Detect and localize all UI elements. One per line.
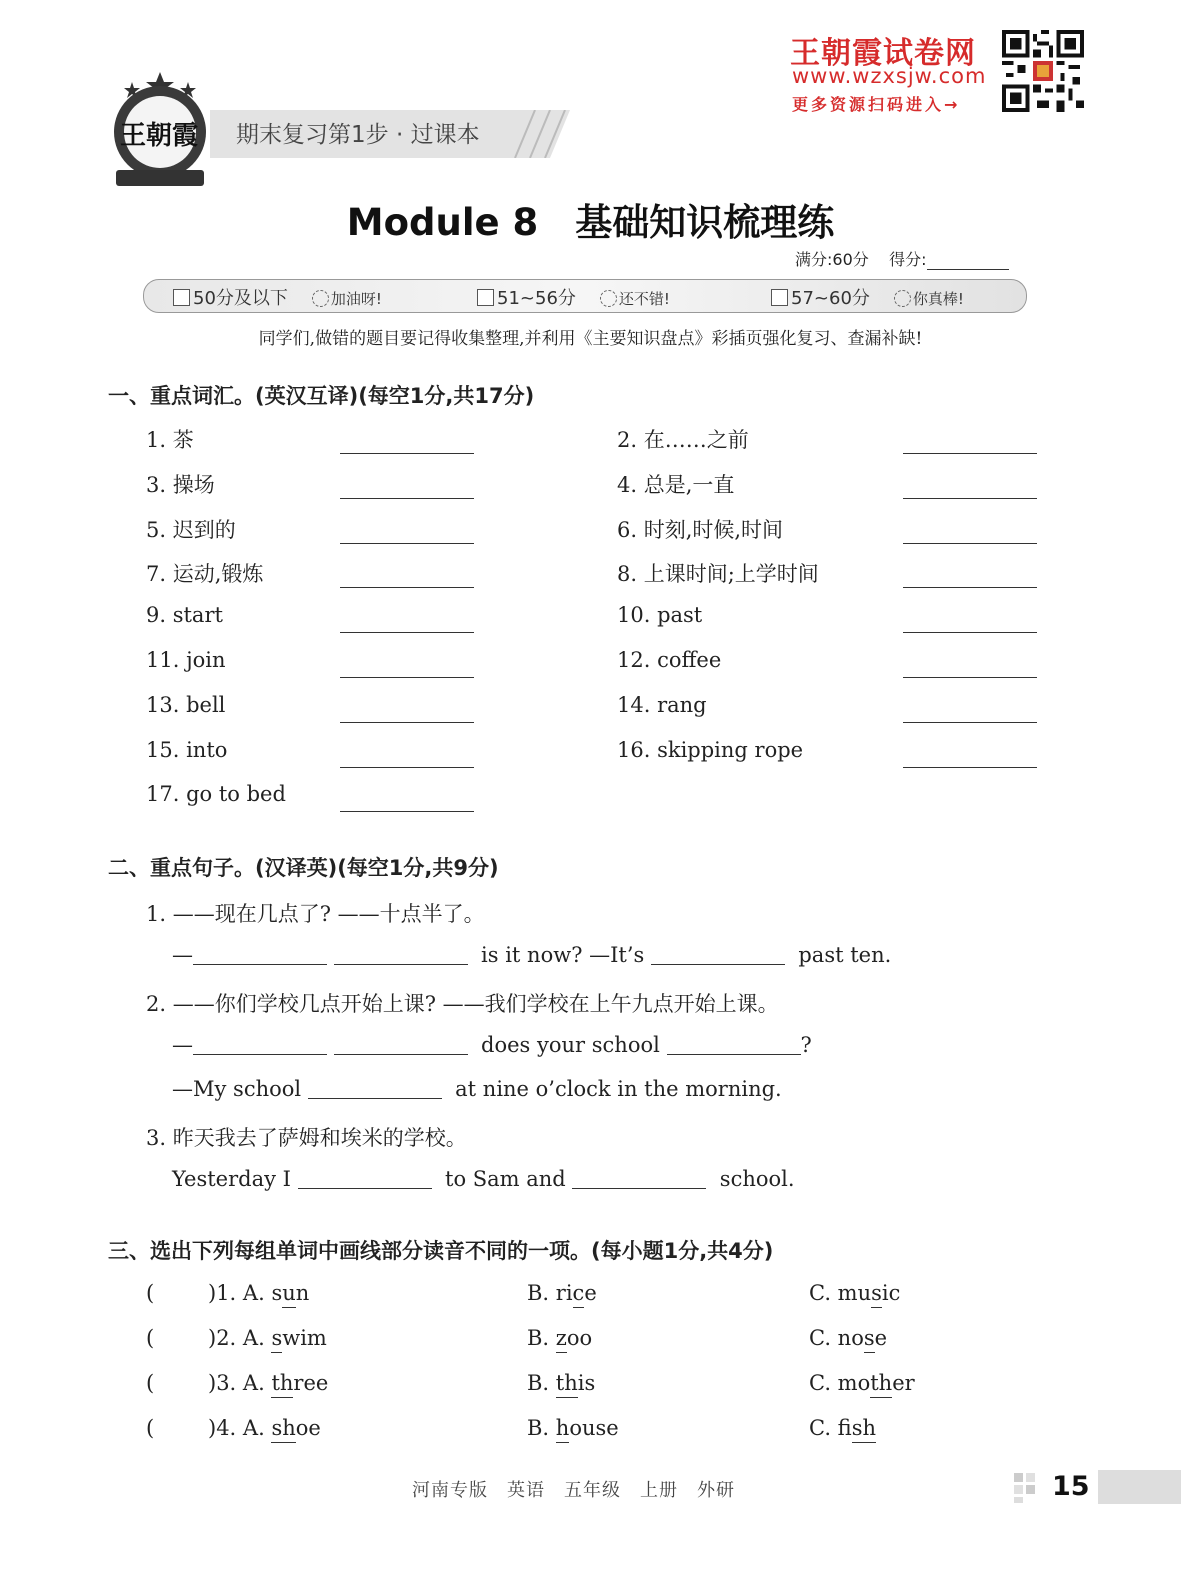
word-part: e [874, 1326, 888, 1350]
word-part: e [584, 1281, 597, 1305]
vocab-item: 12. coffee [617, 648, 722, 672]
answer-blank[interactable] [340, 453, 474, 454]
q2-chinese: 2. ——你们学校几点开始上课? ——我们学校在上午九点开始上课。 [146, 992, 779, 1016]
score-blank[interactable] [927, 251, 1009, 270]
underlined-part: s [271, 1326, 283, 1350]
vocab-item: 10. past [617, 603, 703, 627]
section2-heading: 二、重点句子。(汉译英)(每空1分,共9分) [108, 856, 499, 880]
sentence-text: school. [719, 1167, 795, 1191]
word-part: B. [527, 1371, 556, 1395]
answer-paren-open[interactable]: ( [146, 1326, 155, 1350]
footer-edition: 河南专版 英语 五年级 上册 外研 [412, 1480, 735, 1501]
vocab-item: 11. join [146, 648, 226, 672]
sentence-text: does your school [481, 1033, 660, 1057]
answer-blank[interactable] [340, 677, 474, 678]
vocab-item: 7. 运动,锻炼 [146, 562, 264, 586]
vocab-item: 5. 迟到的 [146, 518, 236, 542]
vocab-item: 2. 在……之前 [617, 428, 749, 452]
word-part: wim [282, 1326, 327, 1350]
option-b [527, 1371, 595, 1395]
vocab-item: 15. into [146, 738, 228, 762]
answer-blank[interactable] [667, 1034, 801, 1055]
sentence-text: —My school [172, 1077, 302, 1101]
word-part: ouse [569, 1416, 619, 1440]
vocab-item: 17. go to bed [146, 782, 286, 806]
section3-heading: 三、选出下列每组单词中画线部分读音不同的一项。(每小题1分,共4分) [108, 1239, 774, 1263]
brand-url[interactable]: www.wzxsjw.com [792, 64, 987, 88]
word-part: C. mo [809, 1371, 871, 1395]
word-part: C. no [809, 1326, 864, 1350]
rating-range: 51~56分 [497, 288, 576, 309]
rating-item [173, 284, 382, 310]
word-part: er [892, 1371, 915, 1395]
answer-blank[interactable] [193, 944, 327, 965]
page-number: 15 [1052, 1471, 1090, 1502]
page-decoration [1014, 1473, 1048, 1503]
answer-blank[interactable] [572, 1168, 706, 1189]
word-part: ic [881, 1281, 901, 1305]
vocab-item: 6. 时刻,时候,时间 [617, 518, 784, 542]
answer-blank[interactable] [340, 543, 474, 544]
option-a [208, 1281, 309, 1305]
word-part: is [577, 1371, 596, 1395]
answer-blank[interactable] [340, 632, 474, 633]
rating-range: 50分及以下 [193, 288, 288, 309]
word-part: B. [527, 1326, 556, 1350]
brand-name: 王朝霞试卷网 [790, 36, 976, 71]
answer-blank[interactable] [903, 767, 1037, 768]
vocab-item: 14. rang [617, 693, 707, 717]
score-line [795, 247, 1009, 270]
word-part: oe [295, 1416, 321, 1440]
answer-blank[interactable] [340, 587, 474, 588]
full-score-label: 满分:60分 [795, 250, 869, 269]
underlined-part: sh [271, 1416, 296, 1440]
rating-checkbox[interactable] [173, 289, 190, 306]
answer-paren-open[interactable]: ( [146, 1416, 155, 1440]
option-a [208, 1326, 327, 1350]
sentence-text: is it now? —It’s [481, 943, 645, 967]
rating-checkbox[interactable] [477, 289, 494, 306]
page-title: Module 8 基础知识梳理练 [346, 201, 835, 244]
smile-icon [894, 290, 911, 307]
underlined-part: s [863, 1326, 875, 1350]
answer-blank[interactable] [298, 1168, 432, 1189]
underlined-part: th [555, 1371, 578, 1395]
sentence-text: past ten. [798, 943, 892, 967]
section1-heading: 一、重点词汇。(英汉互译)(每空1分,共17分) [108, 384, 535, 408]
option-a [208, 1371, 328, 1395]
answer-blank[interactable] [903, 498, 1037, 499]
option-c [809, 1326, 887, 1350]
q2-english-question [172, 1033, 812, 1057]
underlined-part: th [870, 1371, 893, 1395]
question-number: )1. A. [208, 1281, 265, 1305]
qr-code-icon[interactable] [1002, 30, 1084, 112]
q2-english-answer [172, 1077, 782, 1101]
q1-chinese: 1. ——现在几点了? ——十点半了。 [146, 902, 485, 926]
answer-blank[interactable] [903, 677, 1037, 678]
option-b [527, 1326, 592, 1350]
word-part: ree [293, 1371, 329, 1395]
notice-text: 同学们,做错的题目要记得收集整理,并利用《主要知识盘点》彩插页强化复习、查漏补缺! [258, 329, 923, 349]
rating-item [477, 284, 670, 310]
page-number-bar [1098, 1470, 1181, 1504]
dash: — [172, 1033, 193, 1057]
underlined-part: u [282, 1281, 296, 1305]
option-c [809, 1371, 915, 1395]
answer-blank[interactable] [340, 722, 474, 723]
word-part: oo [566, 1326, 593, 1350]
word-part: s [271, 1281, 283, 1305]
answer-blank[interactable] [903, 632, 1037, 633]
sentence-text: Yesterday I [172, 1167, 291, 1191]
option-c [809, 1281, 900, 1305]
smile-icon [600, 290, 617, 307]
sentence-text: to Sam and [445, 1167, 566, 1191]
underlined-part: c [572, 1281, 585, 1305]
dash: — [172, 943, 193, 967]
answer-blank[interactable] [903, 587, 1037, 588]
answer-blank[interactable] [340, 498, 474, 499]
q3-english [172, 1167, 795, 1191]
answer-paren-open[interactable]: ( [146, 1281, 155, 1305]
word-part: C. mu [809, 1281, 872, 1305]
question-number: )3. A. [208, 1371, 265, 1395]
word-part: n [295, 1281, 310, 1305]
answer-blank[interactable] [340, 767, 474, 768]
smile-icon [312, 290, 329, 307]
answer-blank[interactable] [903, 453, 1037, 454]
sentence-text: at nine o’clock in the morning. [455, 1077, 782, 1101]
option-b [527, 1281, 597, 1305]
rating-praise: 你真棒! [912, 290, 964, 308]
underlined-part: sh [851, 1416, 876, 1440]
rating-praise: 还不错! [618, 290, 670, 308]
word-part: B. ri [527, 1281, 573, 1305]
option-a [208, 1416, 321, 1440]
vocab-item: 8. 上课时间;上学时间 [617, 562, 819, 586]
underlined-part: h [555, 1416, 570, 1440]
q1-english [172, 943, 891, 967]
answer-blank[interactable] [308, 1078, 442, 1099]
question-number: )4. A. [208, 1416, 265, 1440]
rating-range: 57~60分 [791, 288, 870, 309]
underlined-part: th [271, 1371, 294, 1395]
underlined-part: s [871, 1281, 882, 1305]
vocab-item: 3. 操场 [146, 473, 215, 497]
answer-blank[interactable] [340, 811, 474, 812]
sentence-text: ? [800, 1033, 812, 1057]
answer-blank[interactable] [903, 543, 1037, 544]
rating-checkbox[interactable] [771, 289, 788, 306]
rating-item [771, 284, 964, 310]
vocab-item: 4. 总是,一直 [617, 473, 735, 497]
step-label: 期末复习第1步 · 过课本 [236, 122, 480, 148]
answer-blank[interactable] [334, 1034, 468, 1055]
vocab-item: 1. 茶 [146, 428, 194, 452]
got-score-label: 得分: [889, 250, 927, 269]
option-c [809, 1416, 876, 1440]
answer-paren-open[interactable]: ( [146, 1371, 155, 1395]
vocab-item: 9. start [146, 603, 223, 627]
brand-scan-hint: 更多资源扫码进入→ [792, 95, 961, 114]
rating-praise: 加油呀! [330, 290, 382, 308]
answer-blank[interactable] [651, 944, 785, 965]
vocab-item: 13. bell [146, 693, 226, 717]
logo-text: 王朝霞 [120, 121, 199, 151]
option-b [527, 1416, 619, 1440]
answer-blank[interactable] [903, 722, 1037, 723]
word-part: B. [527, 1416, 556, 1440]
q3-chinese: 3. 昨天我去了萨姆和埃米的学校。 [146, 1126, 467, 1150]
question-number: )2. A. [208, 1326, 265, 1350]
vocab-item: 16. skipping rope [617, 738, 804, 762]
answer-blank[interactable] [334, 944, 468, 965]
word-part: C. fi [809, 1416, 852, 1440]
underlined-part: z [555, 1326, 567, 1350]
answer-blank[interactable] [193, 1034, 327, 1055]
